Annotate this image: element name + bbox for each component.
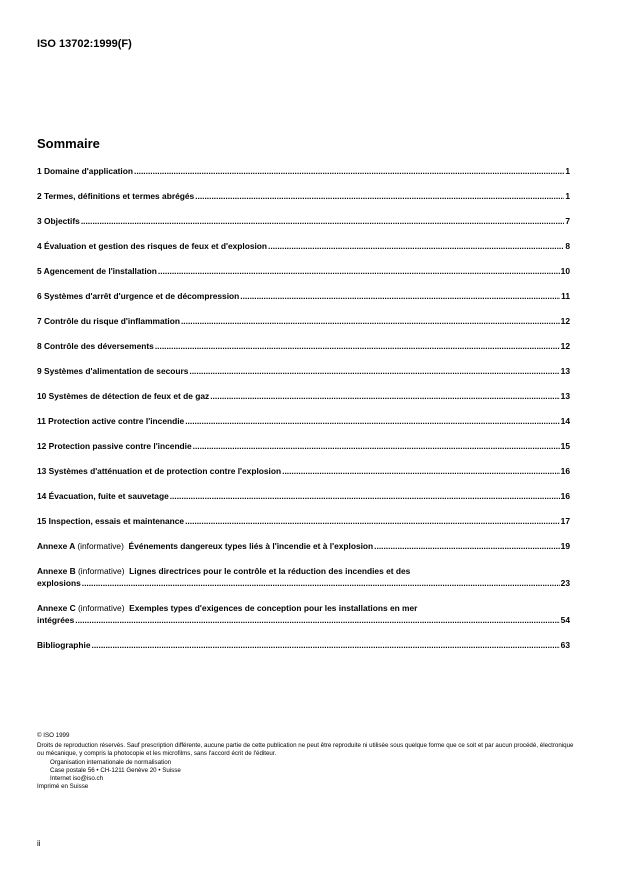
annex-b-name: Annexe B [37, 566, 76, 576]
page-number: ii [37, 839, 41, 848]
toc-entry-6[interactable]: 6 Systèmes d'arrêt d'urgence et de décompression ..... 11 [37, 290, 570, 302]
toc-entry-14[interactable]: 14 Évacuation, fuite et sauvetage ..... 16 [37, 490, 570, 502]
annex-c-title-line1: Exemples types d'exigences de conception pour les installations en mer [129, 603, 418, 613]
annex-c-kind: (informative) [77, 603, 125, 613]
toc-entry-8[interactable]: 8 Contrôle des déversements ..... 12 [37, 340, 570, 352]
internet-contact: Internet iso@iso.ch [50, 775, 104, 783]
toc-entry-3[interactable]: 3 Objectifs ..... 7 [37, 215, 570, 227]
toc-entry-12[interactable]: 12 Protection passive contre l'incendie ..... 15 [37, 440, 570, 452]
toc-entry-10[interactable]: 10 Systèmes de détection de feux et de gaz ..... 13 [37, 390, 570, 402]
postal-address: Case postale 56 • CH-1211 Genève 20 • Suisse [50, 766, 181, 774]
toc-entry-1[interactable]: 1 Domaine d'application ..... 1 [37, 165, 570, 177]
annex-b-title-line1: Lignes directrices pour le contrôle et la réduction des incendies et des [129, 566, 411, 576]
copyright-notice [37, 732, 582, 791]
annex-b-title-line2: explosions [37, 578, 81, 588]
organization-name: Organisation internationale de normalisation [50, 758, 172, 766]
toc-annex-b[interactable]: Annexe B (informative) Lignes directrices pour le contrôle et la réduction des incendies et des explosions ..... 23 [37, 565, 570, 589]
toc-entry-9[interactable]: 9 Systèmes d'alimentation de secours ..... 13 [37, 365, 570, 377]
copyright-line: © ISO 1999 [37, 732, 70, 739]
toc-entry-15[interactable]: 15 Inspection, essais et maintenance ..... 17 [37, 515, 570, 527]
annex-a-title: Événements dangereux types liés à l'incendie et à l'explosion [128, 541, 374, 551]
toc-bibliography[interactable]: Bibliographie ..... 63 [37, 639, 570, 651]
page-title: Sommaire [37, 136, 100, 151]
toc-entry-5[interactable]: 5 Agencement de l'installation ..... 10 [37, 265, 570, 277]
rights-statement: Droits de reproduction réservés. Sauf prescription différente, aucune partie de cette publication ne peut être reproduite ni utilisée sous quelque forme que ce soit et par aucun procédé, électronique ou mécanique, y compris la photocopie et les microfilms, sans l'accord écrit de l'éditeur. [37, 742, 574, 758]
annex-c-name: Annexe C [37, 603, 76, 613]
toc-entry-2[interactable]: 2 Termes, définitions et termes abrégés ..... 1 [37, 190, 570, 202]
annex-a-name: Annexe A [37, 541, 76, 551]
toc-entry-7[interactable]: 7 Contrôle du risque d'inflammation ..... 12 [37, 315, 570, 327]
printed-in: Imprimé en Suisse [37, 783, 89, 791]
annex-b-kind: (informative) [77, 566, 125, 576]
toc-entry-4[interactable]: 4 Évaluation et gestion des risques de feux et d'explosion ..... 8 [37, 240, 570, 252]
annex-c-title-line2: intégrées [37, 615, 75, 625]
toc-annex-c[interactable]: Annexe C (informative) Exemples types d'exigences de conception pour les installations en mer intégrées ..... 54 [37, 602, 570, 626]
annex-a-kind: (informative) [77, 541, 124, 551]
table-of-contents [37, 165, 570, 664]
toc-entry-11[interactable]: 11 Protection active contre l'incendie ..... 14 [37, 415, 570, 427]
toc-annex-a[interactable]: Annexe A (informative) Événements dangereux types liés à l'incendie et à l'explosion ..... 19 [37, 540, 570, 552]
toc-entry-13[interactable]: 13 Systèmes d'atténuation et de protection contre l'explosion ..... 16 [37, 465, 570, 477]
document-id: ISO 13702:1999(F) [37, 38, 132, 50]
